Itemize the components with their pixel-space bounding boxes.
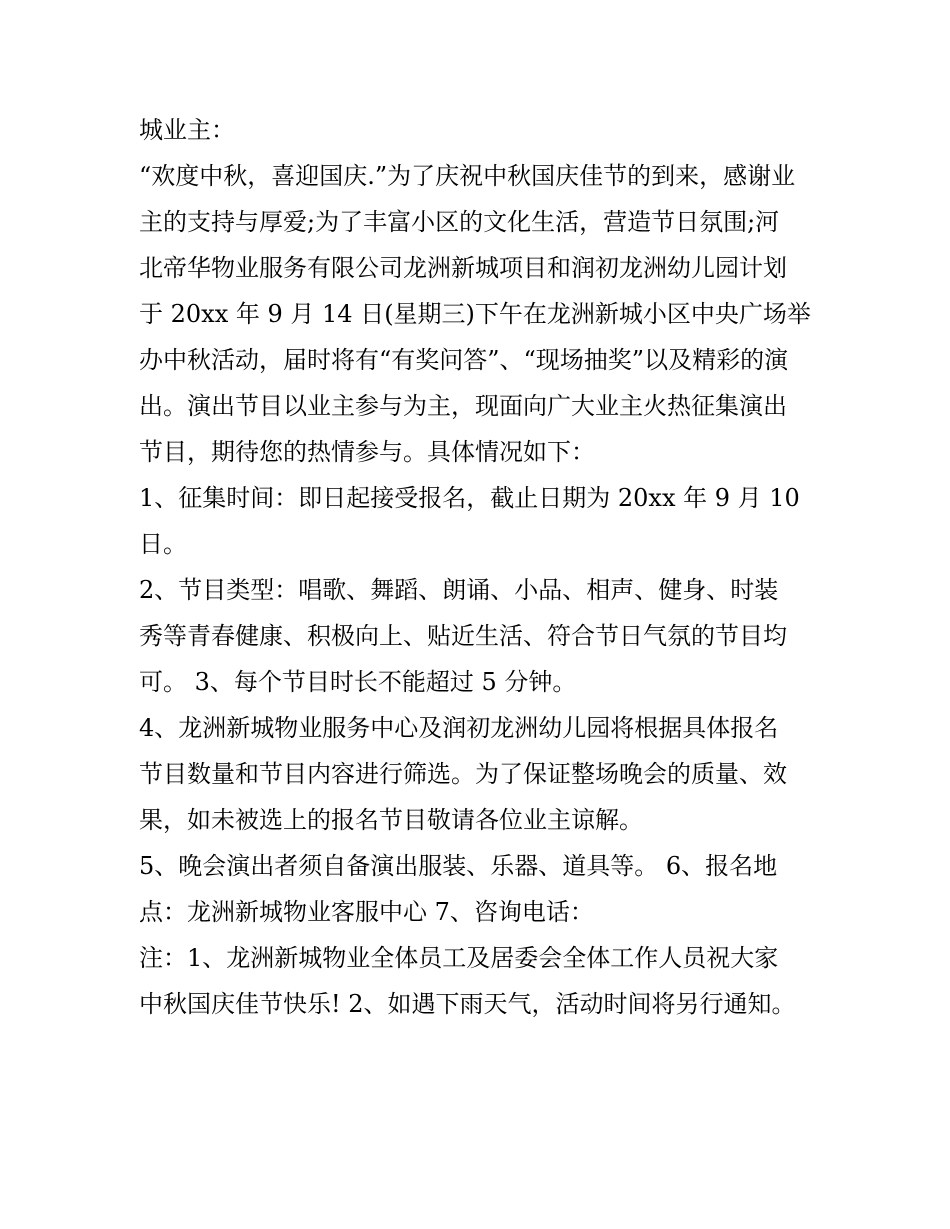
paragraph-line: 办中秋活动，届时将有“有奖问答”、“现场抽奖”以及精彩的演 xyxy=(139,346,789,374)
list-item-line: 点：龙洲新城物业客服中心 7、咨询电话： xyxy=(139,898,594,926)
document-body xyxy=(139,110,819,1030)
list-item-line: 可。 3、每个节目时长不能超过 5 分钟。 xyxy=(139,668,577,696)
list-item-line: 日。 xyxy=(139,530,187,558)
paragraph-line: 北帝华物业服务有限公司龙洲新城项目和润初龙洲幼儿园计划 xyxy=(139,254,787,282)
salutation-line: 城业主： xyxy=(139,116,235,144)
note-line: 中秋国庆佳节快乐! 2、如遇下雨天气，活动时间将另行通知。 xyxy=(139,990,796,1018)
paragraph-line: 于 20xx 年 9 月 14 日(星期三)下午在龙洲新城小区中央广场举 xyxy=(139,300,811,328)
list-item-line: 5、晚会演出者须自备演出服装、乐器、道具等。 6、报名地 xyxy=(139,852,778,880)
paragraph-line: “欢度中秋，喜迎国庆.”为了庆祝中秋国庆佳节的到来，感谢业 xyxy=(139,162,796,190)
paragraph-line: 节目，期待您的热情参与。具体情况如下： xyxy=(139,438,595,466)
note-line: 注：1、龙洲新城物业全体员工及居委会全体工作人员祝大家 xyxy=(139,944,779,972)
list-item-line: 节目数量和节目内容进行筛选。为了保证整场晚会的质量、效 xyxy=(139,760,787,788)
list-item-line: 4、龙洲新城物业服务中心及润初龙洲幼儿园将根据具体报名 xyxy=(139,714,779,742)
list-item-line: 果，如未被选上的报名节目敬请各位业主谅解。 xyxy=(139,806,643,834)
paragraph-line: 出。演出节目以业主参与为主，现面向广大业主火热征集演出 xyxy=(139,392,787,420)
list-item-line: 2、节目类型：唱歌、舞蹈、朗诵、小品、相声、健身、时装 xyxy=(139,576,779,604)
list-item-line: 秀等青春健康、积极向上、贴近生活、符合节日气氛的节目均 xyxy=(139,622,787,650)
list-item-line: 1、征集时间：即日起接受报名，截止日期为 20xx 年 9 月 10 xyxy=(139,484,800,512)
paragraph-line: 主的支持与厚爱;为了丰富小区的文化生活，营造节日氛围;河 xyxy=(139,208,780,236)
